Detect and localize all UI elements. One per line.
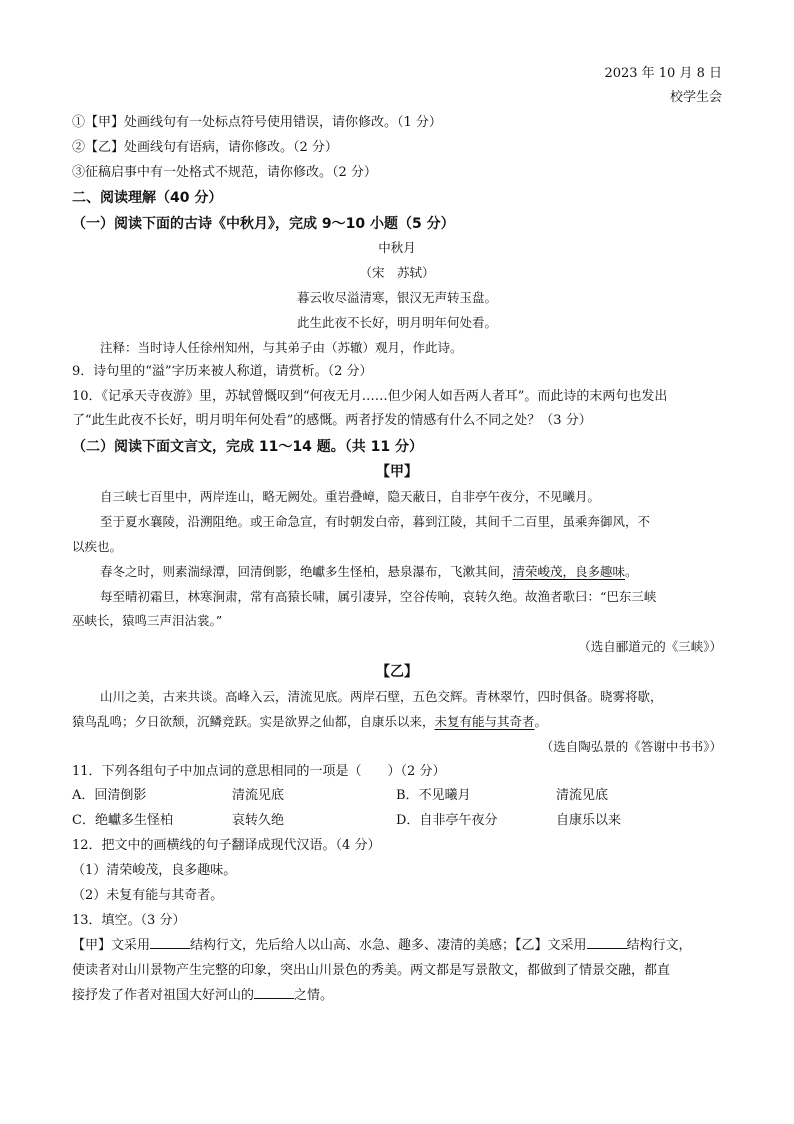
notice-date: 2023 年 10 月 8 日 (604, 66, 722, 81)
notice-signature: 校学生会 (669, 90, 722, 105)
option-a-phrase-1: 回清倒影 (94, 788, 147, 803)
jia-paragraph-1: 自三峡七百里中，两岸连山，略无阙处。重岩叠嶂，隐天蔽日，自非亭午夜分，不见曦月。 (100, 489, 601, 504)
poem-heading: （一）阅读下面的古诗《中秋月》，完成 9～10 小题（5 分） (72, 216, 455, 232)
question-11-stem: 11．下列各组句子中加点词的意思相同的一项是（ ）（2 分） (72, 764, 446, 779)
yi-source: （选自陶弘景的《答谢中书书》） (540, 739, 722, 754)
question-10-line-2: 了“此生此夜不长好，明月明年何处看”的感慨。两者抒发的情感有什么不同之处？（3 分） (72, 413, 592, 428)
question-13-line-1: 【甲】文采用 结构行文，先后给人以山高、水急、趣多、凄清的美感；【乙】文采用 结构行文， (72, 938, 692, 953)
question-13-line-3: 接抒发了作者对祖国大好河山的 之情。 (72, 988, 334, 1003)
fill-blank-2[interactable] (587, 936, 627, 949)
passage-jia-label: 【甲】 (376, 464, 418, 480)
jia-paragraph-2-line-1: 至于夏水襄陵，沿溯阻绝。或王命急宣，有时朝发白帝，暮到江陵，其间千二百里，虽乘奔御风，不 (100, 514, 651, 529)
yi-line-2-end: 。 (534, 714, 548, 729)
yi-line-2-text: 猿鸟乱鸣；夕日欲颓，沉鳞竞跃。实是欲界之仙都，自康乐以来， (72, 714, 435, 729)
jia-p3-text: 春冬之时，则素湍绿潭，回清倒影，绝巘多生怪柏，悬泉瀑布，飞漱其间， (100, 564, 513, 579)
fill-blank-3[interactable] (254, 986, 294, 999)
question-13-stem: 13．填空。（3 分） (72, 913, 186, 928)
question-13-line-2: 使读者对山川景物产生完整的印象，突出山川景色的秀美。两文都是写景散文，都做到了情景交融，都直 (72, 963, 671, 978)
task-3: ③征稿启事中有一处格式不规范，请你修改。（2 分） (72, 165, 377, 180)
option-d-phrase-1: 自非亭午夜分 (419, 813, 498, 828)
poem-line-1: 暮云收尽溢清寒，银汉无声转玉盘。 (296, 290, 497, 305)
poem-title: 中秋月 (378, 240, 416, 255)
task-1: ①【甲】处画线句有一处标点符号使用错误，请你修改。（1 分） (72, 115, 442, 130)
question-12-sentence-2: （2）未复有能与其奇者。 (72, 888, 224, 903)
option-b: B．不见曦月 (396, 788, 471, 803)
jia-source: （选自郦道元的《三峡》） (578, 639, 722, 654)
jia-paragraph-2-line-2: 以疾也。 (72, 539, 123, 554)
section-title: 二、阅读理解（40 分） (72, 190, 223, 206)
option-c-phrase-1: 绝巘多生怪柏 (94, 813, 173, 828)
option-b-phrase-1: 不见曦月 (418, 788, 471, 803)
jia-paragraph-4-line-2: 巫峡长，猿鸣三声泪沾裳。” (72, 613, 223, 628)
jia-paragraph-3 (100, 562, 638, 582)
prose-heading: （二）阅读下面文言文，完成 11～14 题。（共 11 分） (72, 439, 423, 455)
question-10-line-1: 10．《记承天寺夜游》里，苏轼曾慨叹到“何夜无月……但少闲人如吾两人者耳”。而此诗的末两句也发出 (72, 389, 668, 404)
option-b-phrase-2: 清流见底 (556, 788, 609, 803)
jia-underlined-sentence: 清荣峻茂，良多趣味 (512, 564, 626, 579)
question-12-sentence-1: （1）清荣峻茂，良多趣味。 (72, 863, 237, 878)
option-c-phrase-2: 哀转久绝 (232, 813, 285, 828)
option-a: A．回清倒影 (72, 788, 147, 803)
question-12-stem: 12．把文中的画横线的句子翻译成现代汉语。（4 分） (72, 838, 381, 853)
yi-underlined-sentence: 未复有能与其奇者 (434, 714, 535, 729)
passage-yi-label: 【乙】 (376, 664, 418, 680)
fill-blank-1[interactable] (150, 936, 190, 949)
poem-author: （宋 苏轼） (359, 265, 435, 280)
yi-line-2 (72, 712, 547, 732)
option-d-phrase-2: 自康乐以来 (556, 813, 622, 828)
option-c: C．绝巘多生怪柏 (72, 813, 173, 828)
task-2: ②【乙】处画线句有语病，请你修改。（2 分） (72, 140, 338, 155)
question-9: 9．诗句里的“溢”字历来被人称道，请赏析。（2 分） (72, 364, 373, 379)
poem-note: 注释：当时诗人任徐州知州，与其弟子由（苏辙）观月，作此诗。 (100, 340, 463, 355)
poem-line-2: 此生此夜不长好，明月明年何处看。 (296, 315, 497, 330)
yi-line-1: 山川之美，古来共谈。高峰入云，清流见底。两岸石壁，五色交辉。青林翠竹，四时俱备。晓雾将歇， (100, 689, 663, 704)
jia-paragraph-4-line-1: 每至晴初霜旦，林寒涧肃，常有高猿长啸，属引凄异，空谷传响，哀转久绝。故渔者歌曰：“巴东三峡 (100, 589, 657, 604)
option-d: D．自非亭午夜分 (396, 813, 498, 828)
jia-p3-end: 。 (625, 564, 638, 579)
option-a-phrase-2: 清流见底 (232, 788, 285, 803)
